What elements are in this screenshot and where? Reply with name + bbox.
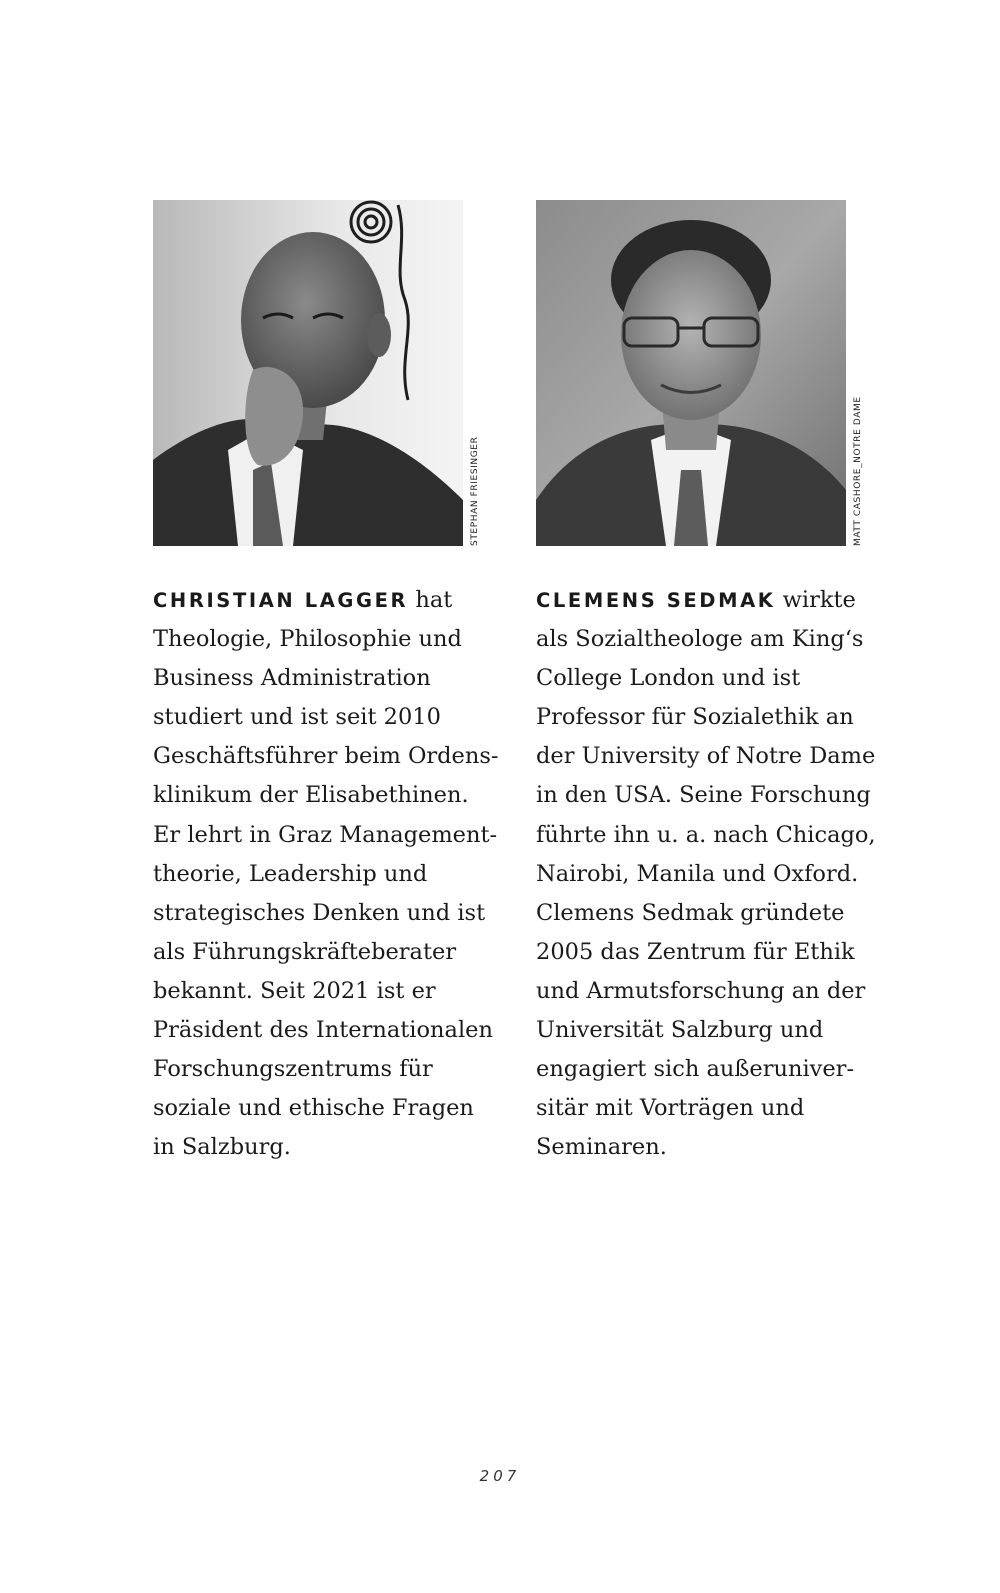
bio-first-line — [536, 581, 886, 620]
bio-line: studiert und ist seit 2010 — [153, 704, 441, 731]
bio-line: Nairobi, Manila und Oxford. — [536, 860, 859, 887]
bio-first-line-text: wirkte — [775, 587, 856, 613]
page-number: 207 — [479, 1467, 521, 1485]
bio-line: Seminaren. — [536, 1134, 667, 1161]
bio-clemens-sedmak — [536, 581, 886, 1167]
person-name: CHRISTIAN LAGGER — [153, 589, 409, 612]
bio-line: Professor für Sozialethik an — [536, 704, 854, 731]
bio-line: als Sozialtheologe am King‘s — [536, 626, 864, 653]
bio-line: führte ihn u. a. nach Chicago, — [536, 821, 876, 848]
photo-credit-right: MATT CASHORE_NOTRE DAME — [853, 396, 863, 546]
bio-line: Business Administration — [153, 665, 431, 692]
bio-line: 2005 das Zentrum für Ethik — [536, 938, 855, 965]
portrait-photo-clemens-sedmak — [536, 200, 846, 546]
bio-line: sitär mit Vorträgen und — [536, 1095, 805, 1122]
bio-line: College London und ist — [536, 665, 801, 692]
bio-line: und Armutsforschung an der — [536, 977, 866, 1004]
bio-line: Präsident des Internationalen — [153, 1017, 493, 1044]
bio-line: in Salzburg. — [153, 1134, 291, 1161]
bio-line: soziale und ethische Fragen — [153, 1095, 474, 1122]
bio-line: in den USA. Seine Forschung — [536, 782, 871, 809]
bio-line: Clemens Sedmak gründete — [536, 899, 845, 926]
person-name: CLEMENS SEDMAK — [536, 589, 776, 612]
bio-line: bekannt. Seit 2021 ist er — [153, 977, 436, 1004]
bio-first-line-text: hat — [408, 587, 453, 613]
bio-line: als Führungskräfteberater — [153, 938, 457, 965]
bio-first-line — [153, 581, 503, 620]
bio-line: strategisches Denken und ist — [153, 899, 486, 926]
portrait-photo-christian-lagger — [153, 200, 463, 546]
bio-line: theorie, Leadership und — [153, 860, 428, 887]
bio-line: engagiert sich außeruniver- — [536, 1056, 855, 1083]
bio-line: Universität Salzburg und — [536, 1017, 824, 1044]
bio-line: Er lehrt in Graz Management- — [153, 821, 498, 848]
bio-line: klinikum der Elisabethinen. — [153, 782, 469, 809]
bio-line: der University of Notre Dame — [536, 743, 876, 770]
bio-christian-lagger — [153, 581, 503, 1167]
bio-line: Theologie, Philosophie und — [153, 626, 462, 653]
bio-line: Geschäftsführer beim Ordens- — [153, 743, 499, 770]
bio-line: Forschungszentrums für — [153, 1056, 433, 1083]
photo-credit-left: STEPHAN FRIESINGER — [470, 436, 480, 546]
